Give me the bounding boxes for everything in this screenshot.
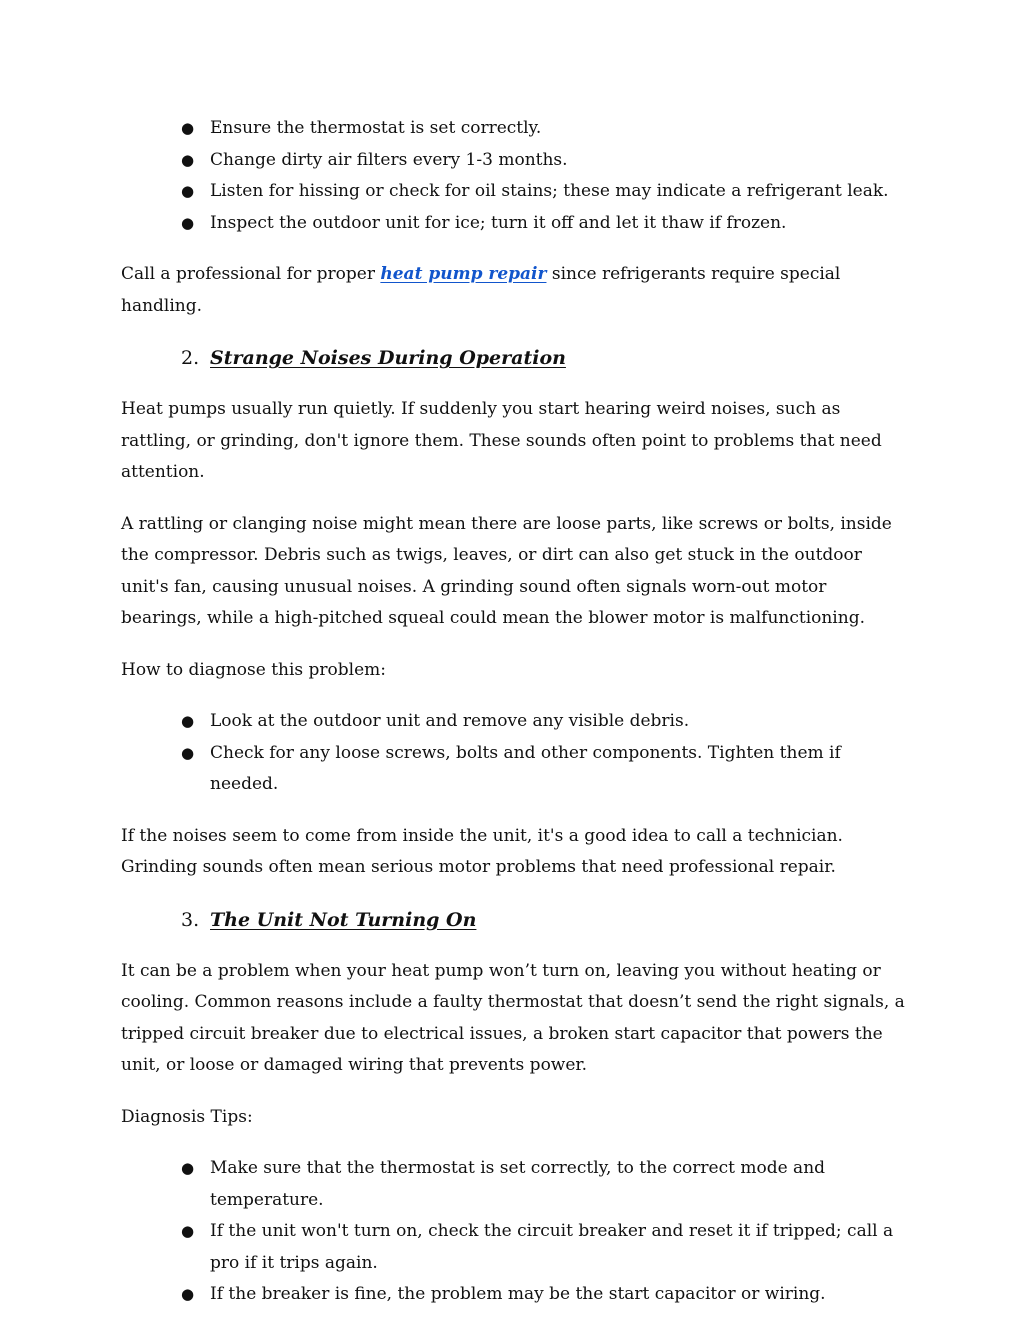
heat-pump-repair-link[interactable]: heat pump repair <box>380 264 547 284</box>
bullet-icon: ● <box>181 1159 195 1177</box>
bullet-icon: ● <box>181 712 195 730</box>
section-2-closing-paragraph: If the noises seem to come from inside the unit, it's a good idea to call a technician. Grinding sounds often mean serious motor problems that need professional repair. <box>121 825 843 877</box>
list-item-text: Look at the outdoor unit and remove any visible debris. <box>210 711 690 731</box>
call-professional-paragraph <box>121 259 911 322</box>
section-title: Strange Noises During Operation <box>210 347 566 369</box>
section-2-paragraph-1: Heat pumps usually run quietly. If suddenly you start hearing weird noises, such as rattling, or grinding, don't ignore them. These sounds often point to problems that need attention. <box>121 399 882 482</box>
bullet-icon: ● <box>181 743 195 762</box>
list-item <box>121 145 911 177</box>
list-item-text: Make sure that the thermostat is set correctly, to the correct mode and temperature. <box>210 1158 826 1210</box>
list-item <box>121 738 911 801</box>
list-item <box>121 176 911 208</box>
call-pro-text-before: Call a professional for proper <box>121 264 381 284</box>
list-item-text: Check for any loose screws, bolts and other components. Tighten them if needed. <box>210 742 841 794</box>
list-item <box>121 1279 911 1311</box>
bullet-icon: ● <box>181 182 195 200</box>
bullet-icon: ● <box>181 1285 195 1303</box>
section-3-bullet-list <box>121 1153 911 1311</box>
section-2-paragraph-2: A rattling or clanging noise might mean there are loose parts, like screws or bolts, inside the compressor. Debris such as twigs, leaves, or dirt can also get stuck in the outdoor unit's fan, causing unusual noises. A grinding sound often signals worn-out motor bearings, while a high-pitched squeal could mean the blower motor is malfunctioning. <box>121 513 892 628</box>
bullet-icon: ● <box>181 150 195 169</box>
list-item <box>121 208 911 240</box>
list-item-text: If the breaker is fine, the problem may be the start capacitor or wiring. <box>210 1284 826 1304</box>
list-item-text: Listen for hissing or check for oil stains; these may indicate a refrigerant leak. <box>210 181 889 201</box>
bullet-icon: ● <box>181 119 195 137</box>
section-number: 2. <box>181 347 200 369</box>
list-item <box>121 706 911 738</box>
call-pro-text-after: since refrigerants require special handling. <box>121 264 841 316</box>
list-item-text: If the unit won't turn on, check the circuit breaker and reset it if tripped; call a pro if it trips again. <box>210 1221 894 1273</box>
document-page <box>121 113 911 1311</box>
list-item-text: Change dirty air filters every 1-3 months. <box>210 149 568 170</box>
section-3-heading <box>121 904 911 936</box>
section-title: The Unit Not Turning On <box>210 908 477 931</box>
intro-bullet-list <box>121 113 911 239</box>
list-item-text: Inspect the outdoor unit for ice; turn it off and let it thaw if frozen. <box>210 212 787 233</box>
section-2-bullet-list <box>121 706 911 801</box>
list-item <box>121 1216 911 1279</box>
section-2-diagnose-label: How to diagnose this problem: <box>121 659 387 680</box>
bullet-icon: ● <box>181 1222 195 1240</box>
section-number: 3. <box>181 908 200 931</box>
section-3-paragraph-1: It can be a problem when your heat pump won’t turn on, leaving you without heating or cooling. Common reasons include a faulty thermostat that doesn’t send the right signals, a tripped circuit breaker due to electrical issues, a broken start capacitor that powers the unit, or loose or damaged wiring that prevents power. <box>121 960 905 1075</box>
section-2-heading <box>121 342 911 374</box>
bullet-icon: ● <box>181 213 195 232</box>
section-3-diagnosis-label: Diagnosis Tips: <box>121 1106 253 1127</box>
list-item <box>121 113 911 145</box>
list-item <box>121 1153 911 1216</box>
list-item-text: Ensure the thermostat is set correctly. <box>210 118 542 138</box>
